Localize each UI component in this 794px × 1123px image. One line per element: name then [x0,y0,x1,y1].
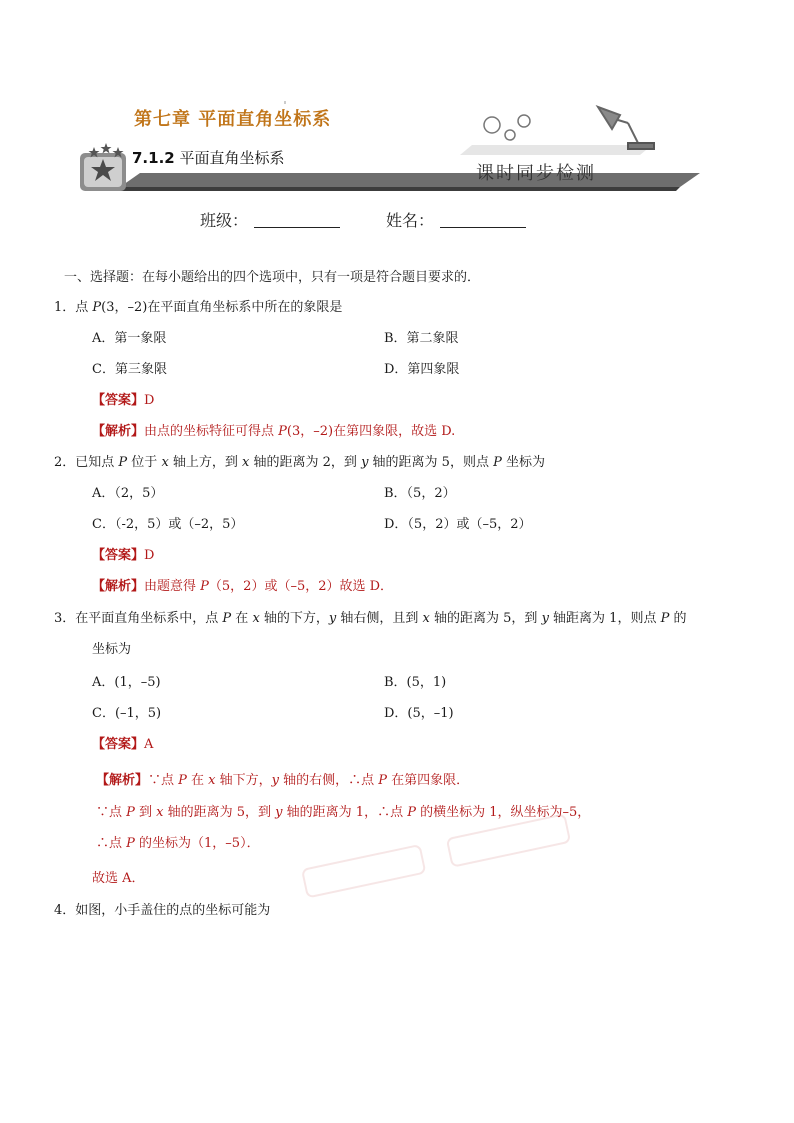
q3-option-a: A．(1，–5) [92,675,161,690]
q3-analysis-line3: ∴点 P 的坐标为（1，–5）． [96,836,260,851]
class-blank[interactable] [254,211,340,228]
desk-lamp-icon [598,107,654,149]
q1-stem: 1．点 P(3，–2)在平面直角坐标系中所在的象限是 [54,300,343,315]
q1-option-d: D．第四象限 [384,362,460,377]
q3-conclusion: 故选 A． [92,871,145,886]
q1-analysis: 【解析】由点的坐标特征可得点 P(3，–2)在第四象限，故选 D. [92,424,456,439]
lesson-badge: 课时同步检测 [476,163,596,184]
section-title [132,147,285,168]
class-label: 班级： [200,211,249,230]
class-field [200,208,340,231]
q2-answer: 【答案】D [92,548,155,563]
q3-answer: 【答案】A [92,737,154,752]
q3-analysis-line1: 【解析】∵点 P 在 x 轴下方，y 轴的右侧，∴点 P 在第四象限． [96,773,470,788]
q3-option-d: D．(5，–1) [384,706,454,721]
small-star-icon [101,143,112,153]
q3-option-b: B．(5，1) [384,675,447,690]
q1-answer: 【答案】D [92,393,155,408]
q2-option-c: C．（-2，5）或（–2，5） [92,517,244,532]
section-heading: 一、选择题：在每小题给出的四个选项中，只有一项是符合题目要求的． [64,270,481,285]
q2-stem: 2．已知点 P 位于 x 轴上方，到 x 轴的距离为 2，到 y 轴的距离为 5，则点 P 坐标为 [54,455,545,470]
q3-analysis-line2: ∵点 P 到 x 轴的距离为 5，到 y 轴的距离为 1，∴点 P 的横坐标为 1，纵坐标为–5， [96,805,591,820]
chapter-title: 第七章 平面直角坐标系 [134,109,332,130]
q3-stem-line2: 坐标为 [92,642,132,657]
q4-stem: 4．如图，小手盖住的点的坐标可能为 [54,903,271,918]
q1-option-c: C．第三象限 [92,362,167,377]
section-number: 7.1.2 [132,149,175,167]
q3-option-c: C．(–1，5) [92,706,162,721]
q2-option-b: B．（5，2） [384,486,456,501]
q2-analysis: 【解析】由题意得 P（5，2）或（–5，2）故选 D． [92,579,394,594]
name-blank[interactable] [440,211,526,228]
q2-option-d: D．（5，2）或（–5，2） [384,517,532,532]
q1-option-b: B．第二象限 [384,331,459,346]
name-field [386,208,526,231]
q1-option-a: A．第一象限 [92,331,167,346]
student-info-row [0,208,794,232]
name-label: 姓名： [386,211,435,230]
chapter-banner [80,95,720,195]
section-name: 平面直角坐标系 [179,149,285,167]
q2-option-a: A．（2，5） [92,486,164,501]
q3-stem-line1: 3．在平面直角坐标系中，点 P 在 x 轴的下方，y 轴右侧，且到 x 轴的距离为 5，到 y 轴距离为 1，则点 P 的 [54,611,687,626]
